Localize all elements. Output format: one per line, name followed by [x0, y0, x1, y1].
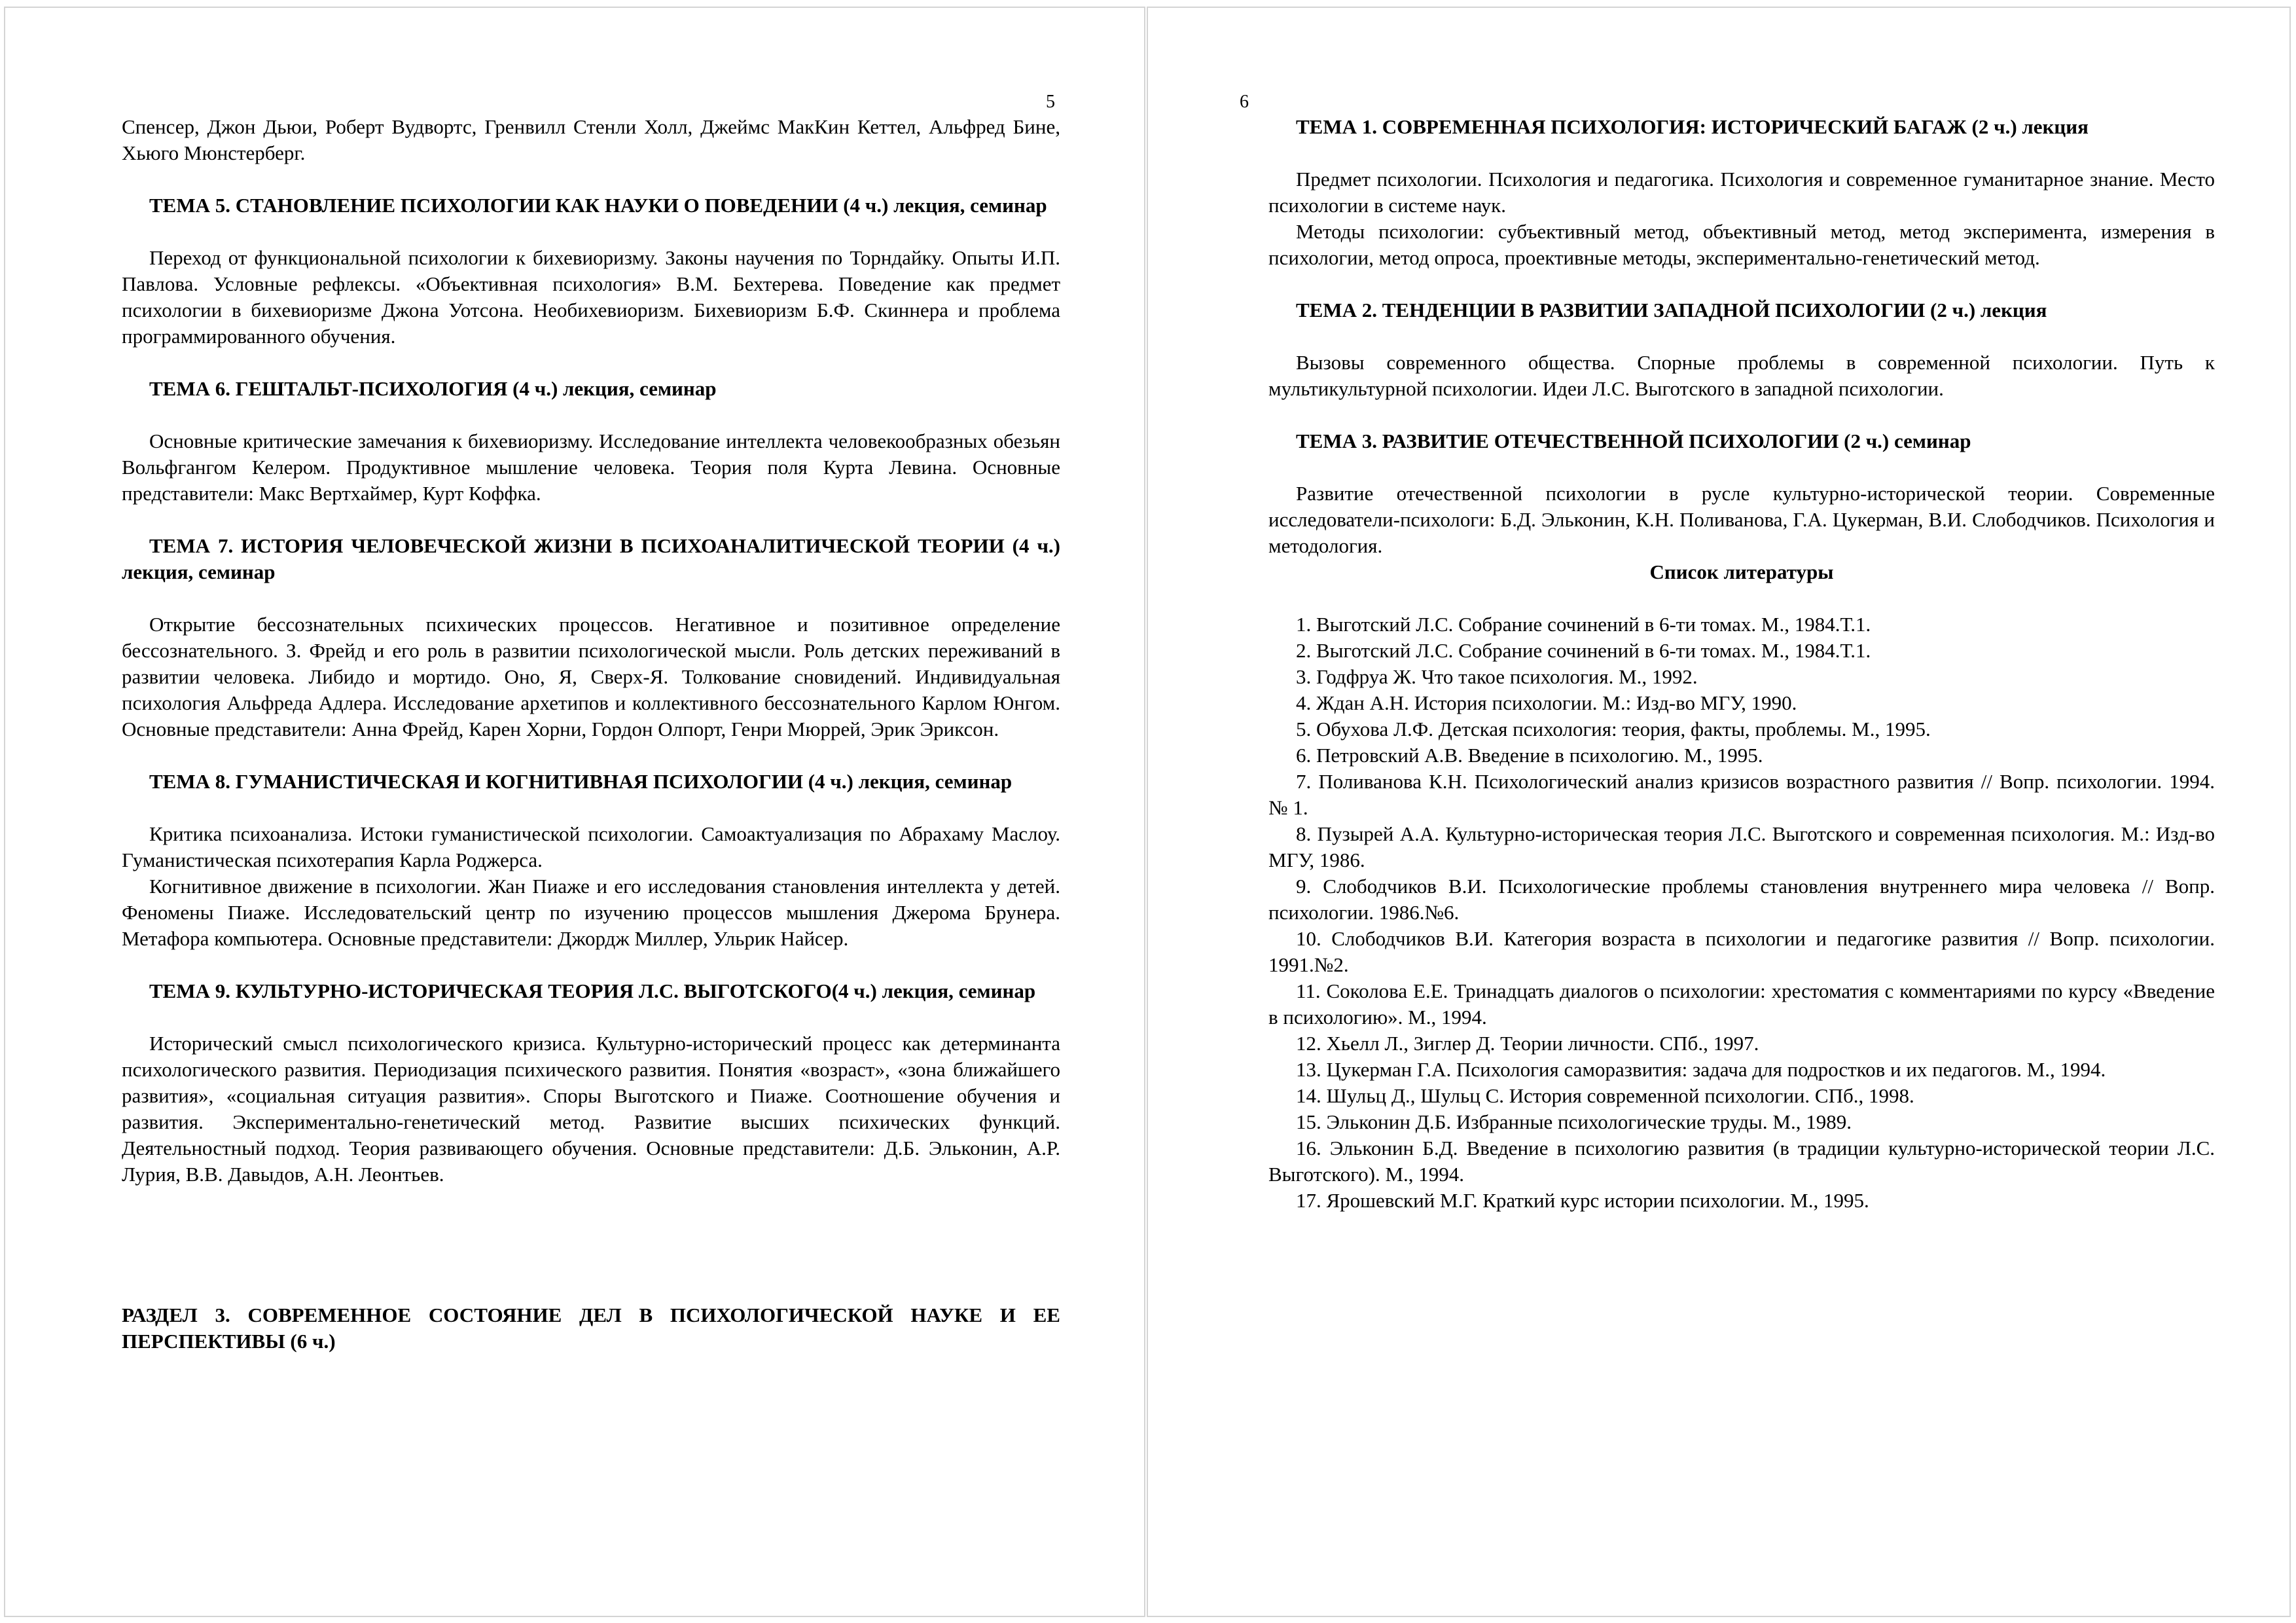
page-content [1268, 114, 2215, 1214]
literature-item: 10. Слободчиков В.И. Категория возраста в психологии и педагогике развития // Вопр. психологии. 1991.№2. [1268, 927, 2215, 976]
topic-2-text: Вызовы современного общества. Спорные проблемы в современной психологии. Путь к мультикультурной психологии. Идеи Л.С. Выготского в западной психологии. [1268, 351, 2215, 400]
page-6 [1147, 7, 2291, 1617]
literature-item: 13. Цукерман Г.А. Психология саморазвития: задача для подростков и их педагогов. М., 1994. [1296, 1058, 2106, 1081]
literature-item: 11. Соколова Е.Е. Тринадцать диалогов о психологии: хрестоматия с комментариями по курсу «Введение в психологию». М., 1994. [1268, 979, 2215, 1029]
topic-9-text: Исторический смысл психологического кризиса. Культурно-исторический процесс как детерминанта психологического развития. Периодизация психического развития. Понятия «возраст», «зона ближайшего развития», «социальная ситуация развития». Споры Выготского и Пиаже. Соотношение обучения и развития. Экспериментально-генетический метод. Развитие высших психических функций. Деятельностный подход. Теория развивающего обучения. Основные представители: Д.Б. Эльконин, А.Р. Лурия, В.В. Давыдов, А.Н. Леонтьев. [122, 1032, 1060, 1186]
literature-list [1268, 611, 2215, 1214]
literature-item: 15. Эльконин Д.Б. Избранные психологические труды. М., 1989. [1296, 1110, 1852, 1133]
literature-item: 1. Выготский Л.С. Собрание сочинений в 6-ти томах. М., 1984.Т.1. [1296, 613, 1871, 636]
literature-item: 2. Выготский Л.С. Собрание сочинений в 6-ти томах. М., 1984.Т.1. [1296, 639, 1871, 662]
topic-8-title: ТЕМА 8. ГУМАНИСТИЧЕСКАЯ И КОГНИТИВНАЯ ПСИХОЛОГИИ (4 ч.) лекция, семинар [149, 770, 1013, 793]
literature-item: 8. Пузырей А.А. Культурно-историческая теория Л.С. Выготского и современная психология. М.: Изд-во МГУ, 1986. [1268, 822, 2215, 871]
topic-7-text: Открытие бессознательных психических процессов. Негативное и позитивное определение бессознательного. З. Фрейд и его роль в развитии психологической мысли. Роль детских переживаний в развитии человека. Либидо и мортидо. Оно, Я, Сверх-Я. Толкование сновидений. Индивидуальная психология Альфреда Адлера. Исследование архетипов и коллективного бессознательного Карлом Юнгом. Основные представители: Анна Фрейд, Карен Хорни, Гордон Олпорт, Генри Мюррей, Эрик Эриксон. [122, 613, 1060, 740]
literature-item: 5. Обухова Л.Ф. Детская психология: теория, факты, проблемы. М., 1995. [1296, 718, 1931, 740]
literature-item: 16. Эльконин Б.Д. Введение в психологию развития (в традиции культурно-исторической теории Л.С. Выготского). М., 1994. [1268, 1137, 2215, 1186]
topic-8-text-2: Когнитивное движение в психологии. Жан Пиаже и его исследования становления интеллекта у детей. Феномены Пиаже. Исследовательский центр по изучению процессов мышления Джерома Брунера. Метафора компьютера. Основные представители: Джордж Миллер, Ульрик Найсер. [122, 875, 1060, 950]
topic-1-text-2: Методы психологии: субъективный метод, объективный метод, метод эксперимента, измерения в психологии, метод опроса, проективные методы, экспериментально-генетический метод. [1268, 220, 2215, 269]
topic-6-text: Основные критические замечания к бихевиоризму. Исследование интеллекта человекообразных обезьян Вольфгангом Келером. Продуктивное мышление человека. Теория поля Курта Левина. Основные представители: Макс Вертхаймер, Курт Коффка. [122, 429, 1060, 505]
topic-9-title: ТЕМА 9. КУЛЬТУРНО-ИСТОРИЧЕСКАЯ ТЕОРИЯ Л.С. ВЫГОТСКОГО(4 ч.) лекция, семинар [149, 979, 1036, 1002]
literature-title: Список литературы [1649, 560, 1834, 583]
literature-item: 6. Петровский А.В. Введение в психологию. М., 1995. [1296, 744, 1763, 767]
topic-2-title: ТЕМА 2. ТЕНДЕНЦИИ В РАЗВИТИИ ЗАПАДНОЙ ПСИХОЛОГИИ (2 ч.) лекция [1296, 299, 2047, 321]
section-3-title: РАЗДЕЛ 3. СОВРЕМЕННОЕ СОСТОЯНИЕ ДЕЛ В ПСИХОЛОГИЧЕСКОЙ НАУКЕ И ЕЕ ПЕРСПЕКТИВЫ (6 ч.) [122, 1304, 1060, 1353]
literature-item: 17. Ярошевский М.Г. Краткий курс истории психологии. М., 1995. [1296, 1189, 1869, 1212]
topic-6-title: ТЕМА 6. ГЕШТАЛЬТ-ПСИХОЛОГИЯ (4 ч.) лекция, семинар [149, 377, 717, 400]
page-number: 5 [1046, 92, 1055, 112]
intro-text: Спенсер, Джон Дьюи, Роберт Вудвортс, Гренвилл Стенли Холл, Джеймс МакКин Кеттел, Альфред Бине, Хьюго Мюнстерберг. [122, 115, 1060, 164]
page-number: 6 [1240, 92, 1249, 112]
page-5 [4, 7, 1145, 1617]
literature-item: 9. Слободчиков В.И. Психологические проблемы становления внутреннего мира человека // Вопр. психологии. 1986.№6. [1268, 875, 2215, 924]
page-content [122, 114, 1060, 1355]
topic-7-title: ТЕМА 7. ИСТОРИЯ ЧЕЛОВЕЧЕСКОЙ ЖИЗНИ В ПСИХОАНАЛИТИЧЕСКОЙ ТЕОРИИ (4 ч.) лекция, семинар [122, 534, 1060, 583]
topic-5-text: Переход от функциональной психологии к бихевиоризму. Законы научения по Торндайку. Опыты И.П. Павлова. Условные рефлексы. «Объективная психология» В.М. Бехтерева. Поведение как предмет психологии в бихевиоризме Джона Уотсона. Необихевиоризм. Бихевиоризм Б.Ф. Скиннера и проблема программированного обучения. [122, 246, 1060, 348]
topic-3-title: ТЕМА 3. РАЗВИТИЕ ОТЕЧЕСТВЕННОЙ ПСИХОЛОГИИ (2 ч.) семинар [1296, 429, 1971, 452]
literature-item: 7. Поливанова К.Н. Психологический анализ кризисов возрастного развития // Вопр. психологии. 1994. № 1. [1268, 770, 2215, 819]
topic-1-text-1: Предмет психологии. Психология и педагогика. Психология и современное гуманитарное знание. Место психологии в системе наук. [1268, 168, 2215, 217]
literature-item: 3. Годфруа Ж. Что такое психология. М., 1992. [1296, 665, 1698, 688]
topic-1-title: ТЕМА 1. СОВРЕМЕННАЯ ПСИХОЛОГИЯ: ИСТОРИЧЕСКИЙ БАГАЖ (2 ч.) лекция [1296, 115, 2089, 138]
literature-item: 14. Шульц Д., Шульц С. История современной психологии. СПб., 1998. [1296, 1084, 1914, 1107]
topic-3-text: Развитие отечественной психологии в русле культурно-исторической теории. Современные исследователи-психологи: Б.Д. Эльконин, К.Н. Поливанова, Г.А. Цукерман, В.И. Слободчиков. Психология и методология. [1268, 482, 2215, 557]
topic-8-text-1: Критика психоанализа. Истоки гуманистической психологии. Самоактуализация по Абрахаму Маслоу. Гуманистическая психотерапия Карла Роджерса. [122, 822, 1060, 871]
literature-item: 4. Ждан А.Н. История психологии. М.: Изд-во МГУ, 1990. [1296, 691, 1797, 714]
topic-5-title: ТЕМА 5. СТАНОВЛЕНИЕ ПСИХОЛОГИИ КАК НАУКИ О ПОВЕДЕНИИ (4 ч.) лекция, семинар [149, 194, 1047, 217]
literature-item: 12. Хьелл Л., Зиглер Д. Теории личности. СПб., 1997. [1296, 1032, 1759, 1055]
